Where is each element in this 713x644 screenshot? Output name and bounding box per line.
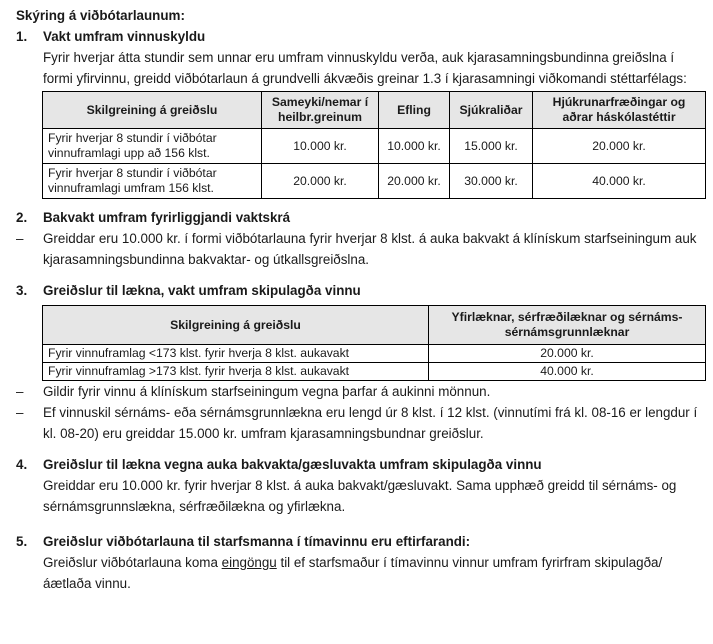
section-5-heading <box>16 531 699 552</box>
section-2-heading <box>16 207 699 228</box>
section-number: 4. <box>16 457 28 472</box>
column-header: Skilgreining á greiðslu <box>43 92 262 129</box>
table-cell: Fyrir vinnuframlag >173 klst. fyrir hverja 8 klst. aukavakt <box>43 363 429 381</box>
column-header: Sjúkraliðar <box>450 92 533 129</box>
table-cell: Fyrir vinnuframlag <173 klst. fyrir hverja 8 klst. aukavakt <box>43 345 429 363</box>
section-number: 3. <box>16 283 28 298</box>
section-number: 2. <box>16 210 28 225</box>
table-row <box>43 129 706 164</box>
section-4-heading <box>16 454 699 475</box>
column-header: Hjúkrunarfræðingar og aðrar háskólastéttir <box>533 92 706 129</box>
section-1-text: Fyrir hverjar átta stundir sem unnar eru umfram vinnuskyldu verða, auk kjarasamningsbundinna greiðslna í formi yfirvinnu, greidd viðbótarlaun á grundvelli ákvæðis greinar 1.3 í kjarasamningi viðkomandi stéttarfélags: <box>43 50 687 86</box>
section-title: Greiðslur til lækna vegna auka bakvakta/gæsluvakta umfram skipulagða vinnu <box>43 457 542 472</box>
supplement-pay-table <box>42 91 706 199</box>
section-2 <box>16 207 699 270</box>
section-3-heading <box>16 280 699 301</box>
doctors-pay-table <box>42 305 706 381</box>
table-row <box>43 363 706 381</box>
column-header: Yfirlæknar, sérfræðilæknar og sérnáms-sérnámsgrunnlæknar <box>429 306 706 345</box>
list-item-text: Gildir fyrir vinnu á klínískum starfseiningum vegna þarfar á aukinni mönnun. <box>43 384 491 399</box>
table-cell: 40.000 kr. <box>533 164 706 199</box>
list-item <box>16 381 699 402</box>
section-number: 5. <box>16 534 28 549</box>
table-header-row <box>43 92 706 129</box>
section-1-heading <box>16 26 699 47</box>
section-number: 1. <box>16 29 28 44</box>
section-4 <box>16 454 699 517</box>
dash-bullet: – <box>16 231 24 246</box>
table-cell: 10.000 kr. <box>262 129 379 164</box>
section-5 <box>16 531 699 594</box>
table-row <box>43 164 706 199</box>
section-title: Vakt umfram vinnuskyldu <box>43 29 206 44</box>
section-1 <box>16 26 699 199</box>
section-3 <box>16 280 699 444</box>
table-cell: 10.000 kr. <box>379 129 450 164</box>
table-cell: 20.000 kr. <box>533 129 706 164</box>
column-header: Skilgreining á greiðslu <box>43 306 429 345</box>
list-item-text: Greiddar eru 10.000 kr. í formi viðbótarlauna fyrir hverjar 8 klst. á auka bakvakt á klínískum starfseiningum auk kjarasamningsbundinna bakvaktar- og útkallsgreiðslna. <box>43 231 697 267</box>
column-header: Efling <box>379 92 450 129</box>
list-item <box>16 228 699 270</box>
document-title: Skýring á viðbótarlaunum: <box>16 8 185 23</box>
table-cell: 20.000 kr. <box>262 164 379 199</box>
underlined-word: eingöngu <box>221 555 277 570</box>
column-header: Sameyki/nemar í heilbr.greinum <box>262 92 379 129</box>
table-cell: 30.000 kr. <box>450 164 533 199</box>
table-cell: 15.000 kr. <box>450 129 533 164</box>
table-cell: 20.000 kr. <box>379 164 450 199</box>
table-cell: Fyrir hverjar 8 stundir í viðbótar vinnuframlagi umfram 156 klst. <box>43 164 262 199</box>
list-item <box>16 402 699 444</box>
table-cell: Fyrir hverjar 8 stundir í viðbótar vinnuframlagi upp að 156 klst. <box>43 129 262 164</box>
table-cell: 20.000 kr. <box>429 345 706 363</box>
table-header-row <box>43 306 706 345</box>
section-5-text <box>43 552 699 594</box>
section-title: Greiðslur viðbótarlauna til starfsmanna í tímavinnu eru eftirfarandi: <box>43 534 471 549</box>
dash-bullet: – <box>16 405 24 420</box>
dash-bullet: – <box>16 384 24 399</box>
section-title: Bakvakt umfram fyrirliggjandi vaktskrá <box>43 210 291 225</box>
list-item-text: Ef vinnuskil sérnáms- eða sérnámsgrunnlækna eru lengd úr 8 klst. í 12 klst. (vinnutími frá kl. 08-16 er lengdur í kl. 08-20) eru greiddar 15.000 kr. umfram kjarasamningsbundnar greiðslur. <box>43 405 698 441</box>
text-segment: til ef starfsmaður í tímavinnu vinnur umfram fyrirfram skipulagða/áætlaða vinnu. <box>43 555 663 591</box>
section-4-text: Greiddar eru 10.000 kr. fyrir hverjar 8 klst. á auka bakvakt/gæsluvakt. Sama upphæð greidd til sérnáms- og sérnámsgrunnslækna, sérfræðilækna og yfirlækna. <box>43 478 677 514</box>
section-title: Greiðslur til lækna, vakt umfram skipulagða vinnu <box>43 283 361 298</box>
text-segment: Greiðslur viðbótarlauna koma <box>43 555 222 570</box>
table-row <box>43 345 706 363</box>
table-cell: 40.000 kr. <box>429 363 706 381</box>
